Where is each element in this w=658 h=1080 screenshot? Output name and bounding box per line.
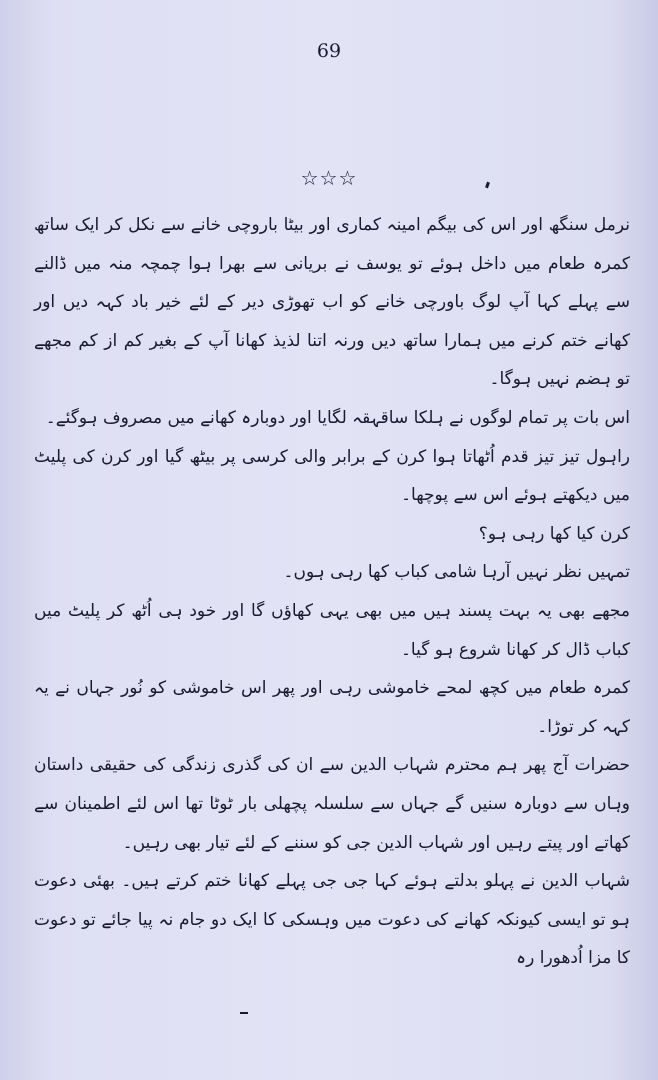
paragraph: راہول تیز تیز قدم اُٹھاتا ہوا کرن کے برابر والی کرسی پر بیٹھ گیا اور کرن کی پلیٹ میں دیکھتے ہوئے اس سے پوچھا۔ bbox=[34, 446, 630, 506]
ink-dash bbox=[240, 1012, 248, 1014]
paragraph: مجھے بھی یہ بہت پسند ہیں میں بھی یہی کھاؤں گا اور خود ہی اُٹھ کر پلیٹ میں کباب ڈال کر کھانا شروع ہو گیا۔ bbox=[34, 600, 630, 660]
section-break-stars: ☆☆☆ bbox=[300, 166, 358, 190]
paragraph: کمرہ طعام میں کچھ لمحے خاموشی رہی اور پھر اس خاموشی کو نُور جہاں نے یہ کہہ کر توڑا۔ bbox=[34, 678, 630, 737]
paragraph: تمہیں نظر نہیں آرہا شامی کباب کھا رہی ہوں۔ bbox=[283, 562, 630, 583]
paragraph: شہاب الدین نے پہلو بدلتے ہوئے کہا جی جی پہلے کھانا ختم کرتے ہیں۔ بھئی دعوت ہو تو ایسی کیونکہ کھانے کی دعوت میں وہسکی کا ایک دو جام نہ پیا جائے تو دعوت کا مزا اُدھورا رہ bbox=[34, 871, 630, 969]
paragraph: اس بات پر تمام لوگوں نے ہلکا ساقہقہ لگایا اور دوبارہ کھانے میں مصروف ہوگئے۔ bbox=[45, 407, 630, 428]
paragraph: نرمل سنگھ اور اس کی بیگم امینہ کماری اور بیٹا باروچی خانے سے نکل کر ایک ساتھ کمرہ طعام میں داخل ہوئے تو یوسف نے بریانی سے بھرا ہوا چمچہ منہ میں ڈالنے سے پہلے کہا آپ لوگ باورچی خانے کو اب تھوڑی دیر کے لئے خیر باد کہہ دیں اور کھانے ختم کرنے میں ہمارا ساتھ دیں ورنہ اتنا لذیذ کھانا آپ کے بغیر کم از کم مجھے تو ہضم نہیں ہوگا۔ bbox=[34, 215, 630, 390]
paragraph: حضرات آج پھر ہم محترم شہاب الدین سے ان کی گذری زندگی کی حقیقی داستان وہاں سے دوبارہ سنیں گے جہاں سے سلسلہ پچھلی بار ٹوٹا تھا اس لئے اطمینان سے کھاتے اور پیتے رہیں اور شہاب الدین جی کو سننے کے لئے تیار بھی رہیں۔ bbox=[34, 755, 630, 853]
page-number: 69 bbox=[316, 40, 342, 62]
paragraph: کرن کیا کھا رہی ہو؟ bbox=[478, 523, 630, 544]
body-text bbox=[34, 206, 630, 978]
